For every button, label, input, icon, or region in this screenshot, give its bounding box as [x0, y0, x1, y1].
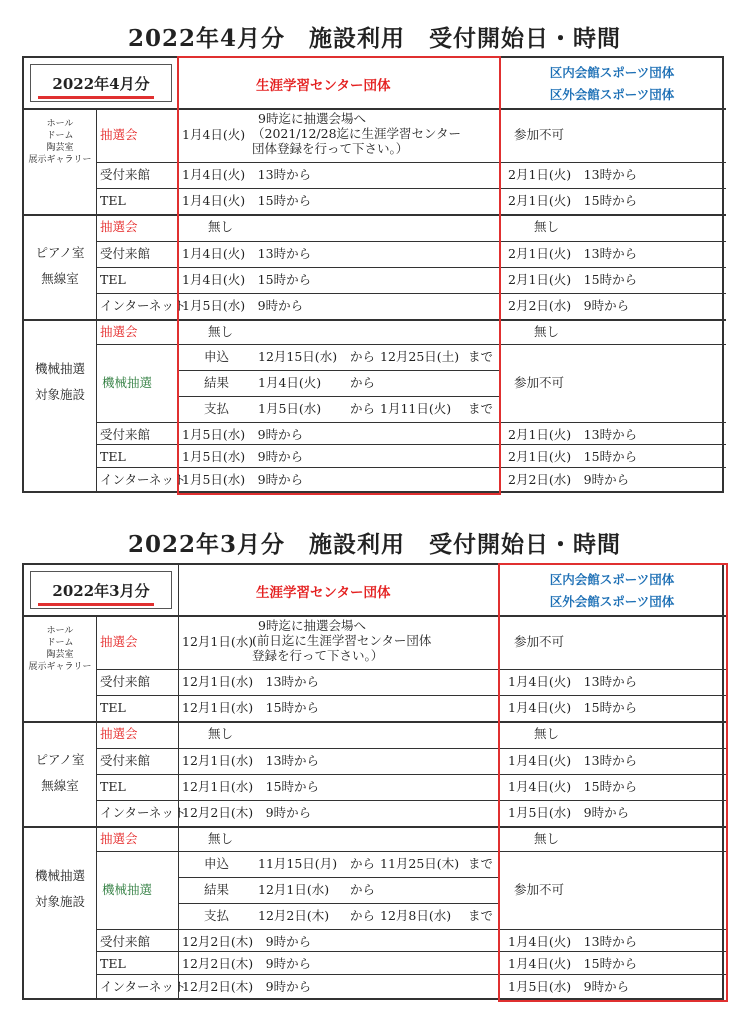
row-divider	[178, 903, 499, 904]
machine-step-end: まで	[468, 908, 494, 923]
row-type: インターネット	[100, 298, 187, 313]
center-value: 無し	[208, 726, 234, 741]
header-sports-group: 区外会館スポーツ団体	[549, 594, 675, 609]
right-value: 2月2日(水) 9時から	[508, 472, 630, 487]
machine-step-to: 12月25日(土)	[380, 349, 460, 364]
center-value: 無し	[208, 219, 234, 234]
category-label: 対象施設	[34, 894, 85, 909]
lottery-note: （2021/12/28迄に生涯学習センター	[252, 126, 462, 141]
row-type: 受付来館	[100, 427, 151, 442]
center-value: 12月1日(水) 13時から	[182, 753, 320, 768]
right-value: 1月4日(火) 15時から	[508, 956, 638, 971]
right-value: 無し	[534, 324, 560, 339]
machine-step-mid: から	[350, 349, 376, 364]
machine-step-end: まで	[468, 856, 494, 871]
row-type: インターネット	[100, 979, 187, 994]
machine-step-mid: から	[350, 375, 376, 390]
machine-step-end: まで	[468, 401, 494, 416]
category-label: ホール	[46, 119, 74, 129]
schedule-table	[22, 56, 724, 493]
machine-step-mid: から	[350, 882, 376, 897]
row-type-machine-lottery: 機械抽選	[102, 882, 153, 897]
right-value: 1月5日(水) 9時から	[508, 805, 630, 820]
right-value: 1月4日(火) 13時から	[508, 674, 638, 689]
machine-step-to: 1月11日(火)	[380, 401, 452, 416]
right-value: 無し	[534, 726, 560, 741]
row-type: 受付来館	[100, 753, 151, 768]
row-type-lottery: 抽選会	[100, 219, 138, 234]
category-label: 展示ギャラリー	[28, 662, 92, 672]
row-type: 受付来館	[100, 167, 151, 182]
right-value: 2月2日(水) 9時から	[508, 298, 630, 313]
lottery-note: (前日迄に生涯学習センター団体	[252, 633, 432, 648]
col-divider	[96, 615, 97, 1000]
header-sports-group: 区内会館スポーツ団体	[549, 572, 675, 587]
right-value: 2月1日(火) 15時から	[508, 272, 638, 287]
machine-step-mid: から	[350, 908, 376, 923]
machine-step-label: 申込	[204, 349, 230, 364]
category-label: 陶芸室	[46, 650, 74, 660]
center-value: 1月5日(水) 9時から	[182, 298, 304, 313]
machine-step-from: 12月2日(木)	[258, 908, 330, 923]
center-value: 1月5日(水) 9時から	[182, 427, 304, 442]
lottery-note: 団体登録を行って下さい。）	[252, 141, 409, 156]
right-value: 2月1日(火) 13時から	[508, 246, 638, 261]
center-value: 12月2日(木) 9時から	[182, 934, 312, 949]
right-value: 参加不可	[514, 375, 565, 390]
machine-step-label: 支払	[204, 401, 230, 416]
right-value: 1月4日(火) 15時から	[508, 700, 638, 715]
row-type: TEL	[100, 193, 126, 208]
lottery-note: 登録を行って下さい。）	[252, 648, 384, 663]
machine-step-to: 12月8日(水)	[380, 908, 452, 923]
machine-step-from: 12月15日(水)	[258, 349, 338, 364]
center-value: 1月4日(火) 13時から	[182, 167, 312, 182]
month-underline	[38, 96, 154, 99]
center-value: 12月1日(水) 13時から	[182, 674, 320, 689]
right-value: 1月5日(水) 9時から	[508, 979, 630, 994]
machine-step-label: 申込	[204, 856, 230, 871]
category-label: 陶芸室	[46, 143, 74, 153]
section-title: 2022年4月分 施設利用 受付開始日・時間	[127, 25, 622, 52]
category-label: 機械抽選	[34, 361, 85, 376]
lottery-note: 9時迄に抽選会場へ	[258, 111, 366, 126]
row-type: インターネット	[100, 805, 187, 820]
row-type: TEL	[100, 272, 126, 287]
row-type-lottery: 抽選会	[100, 324, 138, 339]
right-value: 無し	[534, 831, 560, 846]
right-value: 参加不可	[514, 634, 565, 649]
right-value: 2月1日(火) 15時から	[508, 193, 638, 208]
row-type: TEL	[100, 449, 126, 464]
lottery-note: 9時迄に抽選会場へ	[258, 618, 366, 633]
header-lifelong-learning: 生涯学習センター団体	[256, 585, 391, 601]
row-type: TEL	[100, 700, 126, 715]
right-value: 2月1日(火) 13時から	[508, 167, 638, 182]
category-label: ドーム	[46, 131, 74, 141]
center-value: 12月2日(木) 9時から	[182, 979, 312, 994]
right-value: 1月4日(火) 13時から	[508, 934, 638, 949]
category-label: 無線室	[41, 271, 79, 286]
row-type-lottery: 抽選会	[100, 634, 138, 649]
machine-step-to: 11月25日(木)	[380, 856, 460, 871]
right-value: 2月1日(火) 13時から	[508, 427, 638, 442]
month-label: 2022年3月分	[52, 581, 150, 600]
row-type: TEL	[100, 779, 126, 794]
row-type: 受付来館	[100, 934, 151, 949]
row-type: TEL	[100, 956, 126, 971]
category-label: 機械抽選	[34, 868, 85, 883]
lottery-date: 1月4日(火)	[182, 127, 246, 142]
row-type: インターネット	[100, 472, 187, 487]
center-value: 1月4日(火) 15時から	[182, 272, 312, 287]
category-label: ピアノ室	[35, 752, 85, 767]
row-type-machine-lottery: 機械抽選	[102, 375, 153, 390]
center-value: 12月1日(水) 15時から	[182, 779, 320, 794]
schedule-table	[22, 563, 724, 1000]
machine-step-label: 支払	[204, 908, 230, 923]
row-type-lottery: 抽選会	[100, 726, 138, 741]
center-value: 無し	[208, 831, 234, 846]
row-type-lottery: 抽選会	[100, 127, 138, 142]
row-type: 受付来館	[100, 246, 151, 261]
center-value: 1月4日(火) 15時から	[182, 193, 312, 208]
category-label: 展示ギャラリー	[28, 155, 92, 165]
machine-step-label: 結果	[204, 375, 230, 390]
header-sports-group: 区内会館スポーツ団体	[549, 65, 675, 80]
machine-step-from: 1月5日(水)	[258, 401, 322, 416]
center-value: 1月4日(火) 13時から	[182, 246, 312, 261]
machine-step-label: 結果	[204, 882, 230, 897]
category-label: ドーム	[46, 638, 74, 648]
category-label: 無線室	[41, 778, 79, 793]
lottery-date: 12月1日(水)	[182, 634, 254, 649]
category-label: 対象施設	[34, 387, 85, 402]
center-value: 1月5日(水) 9時から	[182, 449, 304, 464]
row-type: 受付来館	[100, 674, 151, 689]
right-value: 参加不可	[514, 882, 565, 897]
center-value: 12月2日(木) 9時から	[182, 805, 312, 820]
col-divider	[178, 565, 179, 1000]
right-value: 1月4日(火) 13時から	[508, 753, 638, 768]
machine-step-mid: から	[350, 401, 376, 416]
col-divider	[96, 108, 97, 493]
machine-step-from: 12月1日(水)	[258, 882, 330, 897]
center-value: 1月5日(水) 9時から	[182, 472, 304, 487]
right-value: 1月4日(火) 15時から	[508, 779, 638, 794]
machine-step-end: まで	[468, 349, 494, 364]
center-value: 12月1日(水) 15時から	[182, 700, 320, 715]
row-type-lottery: 抽選会	[100, 831, 138, 846]
right-value: 無し	[534, 219, 560, 234]
category-label: ホール	[46, 626, 74, 636]
right-value: 参加不可	[514, 127, 565, 142]
month-label: 2022年4月分	[52, 74, 150, 93]
category-label: ピアノ室	[35, 245, 85, 260]
month-underline	[38, 603, 154, 606]
header-lifelong-learning: 生涯学習センター団体	[256, 78, 391, 94]
right-value: 2月1日(火) 15時から	[508, 449, 638, 464]
center-value: 無し	[208, 324, 234, 339]
header-sports-group: 区外会館スポーツ団体	[549, 87, 675, 102]
machine-step-mid: から	[350, 856, 376, 871]
section-title: 2022年3月分 施設利用 受付開始日・時間	[127, 531, 622, 558]
machine-step-from: 1月4日(火)	[258, 375, 322, 390]
machine-step-from: 11月15日(月)	[258, 856, 338, 871]
row-divider	[178, 877, 499, 878]
center-value: 12月2日(木) 9時から	[182, 956, 312, 971]
